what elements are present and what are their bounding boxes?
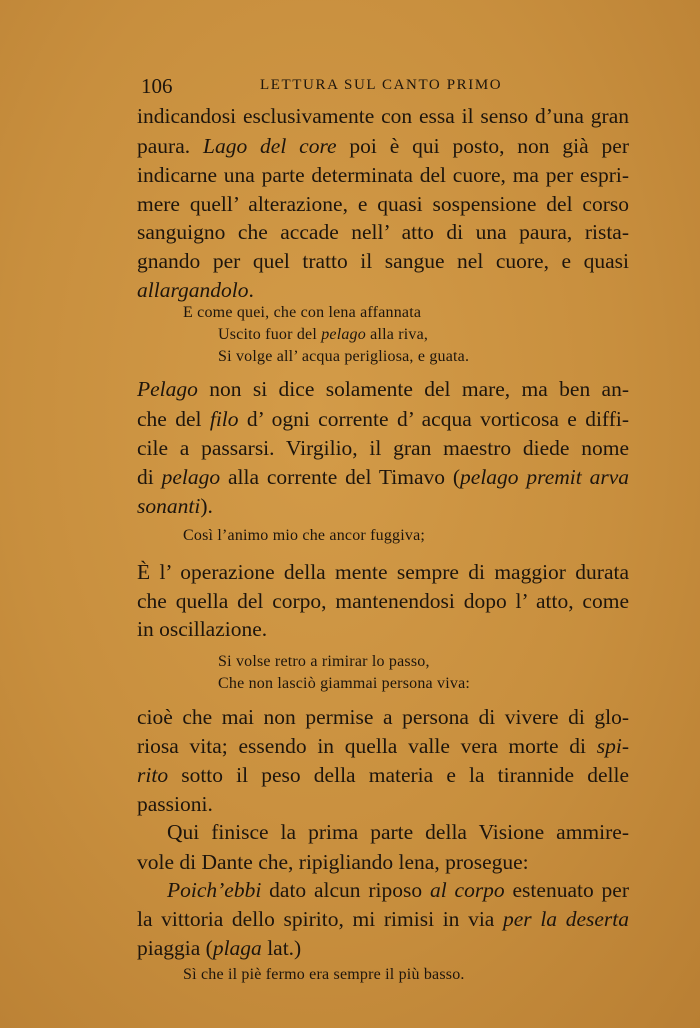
italic-text: pelago premit arva (460, 465, 630, 489)
text-segment: paura. (137, 134, 203, 158)
verse-line (183, 527, 425, 545)
prose-line (137, 560, 629, 585)
prose-line (137, 104, 629, 129)
prose-line (137, 589, 629, 614)
verse-line (218, 675, 470, 693)
prose-line (137, 377, 629, 402)
text-segment: la vittoria dello spirito, mi rimisi in via (137, 907, 504, 931)
text-segment: alla corrente del Timavo ( (220, 465, 461, 489)
verse-line (218, 348, 469, 366)
prose-line (137, 936, 629, 961)
text-segment: non si dice solamente del mare, ma ben an- (197, 377, 629, 401)
prose-line (137, 465, 629, 490)
page-header (137, 74, 637, 100)
text-segment: riosa vita; essendo in quella valle vera morte di (137, 734, 597, 758)
text-segment: lat.) (261, 936, 302, 960)
italic-text: rito (137, 763, 169, 787)
text-segment: Sì che il piè fermo era sempre il più basso. (183, 966, 465, 983)
verse-line (183, 304, 421, 322)
prose-line (137, 249, 629, 274)
text-segment: Così l’animo mio che ancor fuggiva; (183, 527, 426, 544)
prose-line (137, 850, 629, 875)
text-segment: . (248, 278, 254, 302)
text-segment: gnando per quel tratto il sangue nel cuore, e quasi (137, 249, 629, 273)
running-title: LETTURA SUL CANTO PRIMO (260, 77, 503, 93)
text-segment: di (137, 465, 162, 489)
italic-text: al corpo (429, 878, 505, 902)
text-segment: cile a passarsi. Virgilio, il gran maestro diede nome (137, 436, 629, 460)
text-segment: dato alcun riposo (261, 878, 430, 902)
verse-line (218, 326, 428, 344)
text-segment: sotto il peso della materia e la tirannide delle (168, 763, 629, 787)
text-segment: che quella del corpo, mantenendosi dopo l’ atto, come (137, 589, 629, 613)
text-segment: mere quell’ alterazione, e quasi sospensione del corso (137, 192, 629, 216)
prose-line (167, 820, 629, 845)
italic-text: plaga (212, 936, 262, 960)
text-segment: piaggia ( (137, 936, 213, 960)
prose-line (137, 220, 629, 245)
text-segment: È l’ operazione della mente sempre di maggior durata (137, 560, 629, 584)
text-segment: Che non lasciò giammai persona viva: (218, 675, 471, 692)
prose-line (137, 734, 629, 759)
prose-line (137, 407, 629, 432)
italic-text: sonanti (137, 494, 201, 518)
text-segment: sanguigno che accade nell’ atto di una paura, rista- (137, 220, 629, 244)
italic-text: Pelago (137, 377, 198, 401)
text-segment: indicarne una parte determinata del cuore, ma per espri- (137, 163, 629, 187)
italic-text: pelago (321, 326, 366, 343)
prose-line (137, 436, 629, 461)
italic-text: Lago del core (202, 134, 337, 158)
italic-text: spi- (596, 734, 629, 758)
italic-text: per la deserta (503, 907, 629, 931)
prose-line (137, 134, 629, 159)
prose-line (137, 705, 629, 730)
verse-line (183, 966, 465, 984)
page-number: 106 (141, 74, 173, 98)
text-segment: che del (137, 407, 210, 431)
italic-text: filo (209, 407, 239, 431)
text-segment: estenuato per (504, 878, 629, 902)
prose-line (137, 494, 629, 519)
text-segment: Si volse retro a rimirar lo passo, (218, 653, 430, 670)
text-segment: Uscito fuor del (218, 326, 322, 343)
text-segment: d’ ogni corrente d’ acqua vorticosa e diffi- (238, 407, 629, 431)
text-segment: passioni. (137, 792, 213, 816)
text-segment: E come quei, che con lena affannata (183, 304, 422, 321)
text-segment: in oscillazione. (137, 617, 268, 641)
prose-line (137, 163, 629, 188)
prose-line (137, 278, 629, 303)
prose-line (137, 907, 629, 932)
text-segment: ). (200, 494, 213, 518)
italic-text: Poich’ebbi (167, 878, 262, 902)
text-segment: alla riva, (365, 326, 429, 343)
text-segment: cioè che mai non permise a persona di vivere di glo- (137, 705, 629, 729)
text-segment: poi è qui posto, non già per (336, 134, 629, 158)
text-segment: indicandosi esclusivamente con essa il senso d’una gran (137, 104, 629, 128)
prose-line (137, 792, 629, 817)
italic-text: pelago (161, 465, 221, 489)
prose-line (167, 878, 629, 903)
verse-line (218, 653, 430, 671)
prose-line (137, 763, 629, 788)
prose-line (137, 192, 629, 217)
text-segment: Qui finisce la prima parte della Visione ammire- (167, 820, 629, 844)
italic-text: allargandolo (137, 278, 249, 302)
text-segment: Si volge all’ acqua perigliosa, e guata. (218, 348, 470, 365)
text-segment: vole di Dante che, ripigliando lena, prosegue: (137, 850, 529, 874)
prose-line (137, 617, 629, 642)
